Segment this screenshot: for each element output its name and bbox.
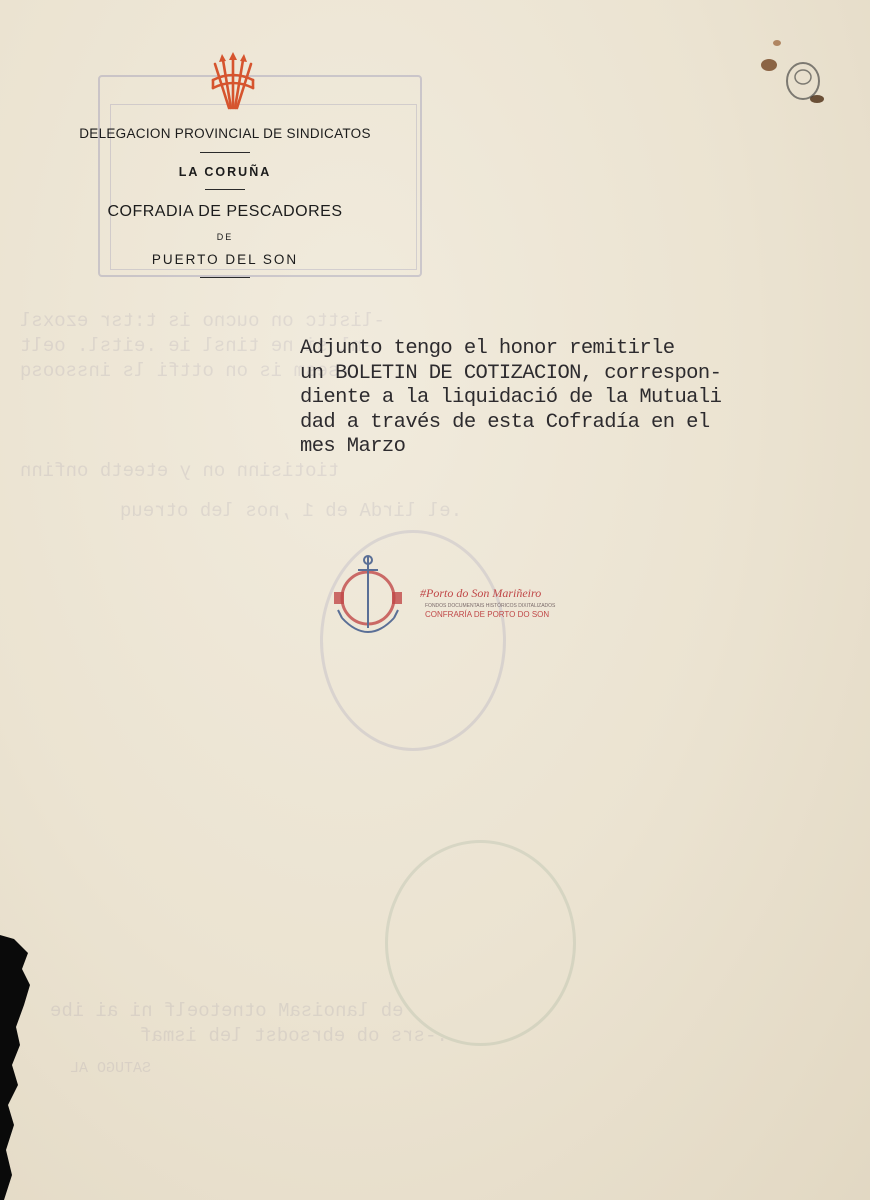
bleed-through-text: .el lirdA eb 1 ,nos leb otreuq bbox=[120, 500, 463, 522]
typed-message bbox=[300, 337, 860, 460]
watermark-subtitle: FONDOS DOCUMENTAIS HISTÓRICOS DIXITALIZADOS bbox=[425, 603, 556, 609]
watermark-org: CONFRARÍA DE PORTO DO SON bbox=[425, 610, 550, 619]
watermark-title: #Porto do Son Mariñeiro bbox=[420, 586, 542, 600]
typed-line: dad a través de esta Cofradía en el bbox=[300, 410, 710, 434]
bleed-through-text: -listtc on oucno is t:tsr ezoxsl bbox=[20, 310, 385, 332]
torn-edge bbox=[0, 935, 34, 1200]
typed-line: un BOLETIN DE COTIZACION, correspon- bbox=[300, 361, 722, 385]
bleed-through-text: tiotisinn on y eteetb onfinn bbox=[20, 460, 340, 482]
letterhead-de: DE bbox=[216, 232, 234, 242]
faded-oval-stamp bbox=[385, 840, 576, 1046]
letterhead-rule bbox=[205, 189, 245, 190]
bleed-through-text: -nl si ne tinsl ie .eitsl. oelt bbox=[20, 335, 374, 357]
letterhead-delegation: DELEGACION PROVINCIAL DE SINDICATOS bbox=[79, 126, 371, 141]
bleed-through-text: SATUGO AL bbox=[70, 1060, 152, 1077]
bleed-through-text: -sesm is on ottfi ls inssoosq bbox=[20, 360, 351, 382]
bleed-through-text: eb lanoisaM otnetoelf ni ai ibe bbox=[50, 1000, 404, 1022]
typed-line: diente a la liquidació de la Mutuali bbox=[300, 386, 722, 409]
letterhead-rule bbox=[200, 277, 250, 278]
yoke-and-arrows-emblem bbox=[207, 50, 259, 112]
bleed-through-text: .-srs ob ebrsodst leb ismaf bbox=[140, 1025, 448, 1047]
corner-stain bbox=[755, 25, 830, 110]
typed-line: Adjunto tengo el honor remitirle bbox=[300, 337, 675, 360]
typed-line: mes Marzo bbox=[300, 435, 406, 458]
letterhead-port: PUERTO DEL SON bbox=[151, 252, 299, 267]
letterhead-rule bbox=[200, 152, 250, 153]
letterhead-city: LA CORUÑA bbox=[178, 165, 272, 179]
letterhead-cofradia: COFRADIA DE PESCADORES bbox=[107, 203, 343, 220]
